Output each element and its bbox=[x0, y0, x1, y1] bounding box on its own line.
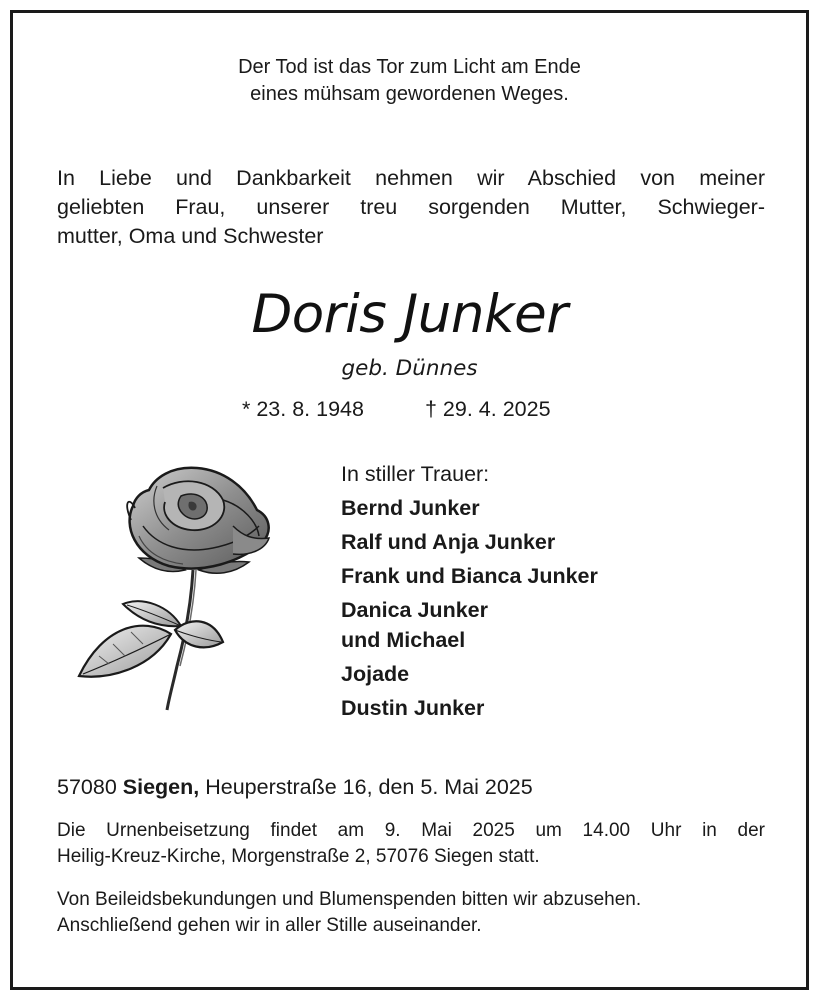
mourner-name: Bernd Junker bbox=[341, 496, 480, 520]
mourner-name: und Michael bbox=[341, 628, 466, 652]
mourner-name: Dustin Junker bbox=[341, 696, 485, 720]
death-date: † 29. 4. 2025 bbox=[425, 397, 551, 421]
rose-icon bbox=[73, 466, 283, 712]
motto bbox=[0, 54, 819, 108]
mourner-name: Ralf und Anja Junker bbox=[341, 530, 556, 554]
address-line bbox=[57, 772, 533, 802]
city: Siegen, bbox=[122, 775, 200, 799]
deceased-name: Doris Junker bbox=[251, 284, 568, 345]
funeral-line-1: Die Urnenbeisetzung findet am 9. Mai 2025 um 14.00 Uhr in der bbox=[57, 820, 765, 841]
funeral-line-2: Heilig-Kreuz-Kirche, Morgenstraße 2, 57076 Siegen statt. bbox=[57, 845, 540, 867]
mourner-name: Danica Junker bbox=[341, 598, 488, 622]
intro-text bbox=[57, 164, 765, 251]
motto-line-2: eines mühsam gewordenen Weges. bbox=[250, 83, 569, 105]
address-rest: Heuperstraße 16, den 5. Mai 2025 bbox=[205, 775, 533, 799]
intro-line-1: In Liebe und Dankbarkeit nehmen wir Abschied von meiner bbox=[57, 166, 765, 190]
birth-date: * 23. 8. 1948 bbox=[242, 397, 364, 421]
funeral-notice bbox=[57, 818, 765, 869]
motto-line-1: Der Tod ist das Tor zum Licht am Ende bbox=[238, 56, 581, 78]
mourner-name: Jojade bbox=[341, 662, 410, 686]
condolence-line-1: Von Beileidsbekundungen und Blumenspenden bitten wir abzusehen. bbox=[57, 889, 642, 910]
condolence-line-2: Anschließend gehen wir in aller Stille auseinander. bbox=[57, 914, 482, 936]
condolence-notice bbox=[57, 887, 765, 938]
postcode: 57080 bbox=[57, 775, 117, 799]
mourner-name: Frank und Bianca Junker bbox=[341, 564, 598, 588]
intro-line-3: mutter, Oma und Schwester bbox=[57, 224, 324, 248]
intro-line-2: geliebten Frau, unserer treu sorgenden Mutter, Schwieger- bbox=[57, 195, 765, 219]
maiden-name: geb. Dünnes bbox=[341, 356, 478, 381]
mourners-list bbox=[341, 458, 741, 727]
mourners-intro: In stiller Trauer: bbox=[341, 462, 490, 486]
